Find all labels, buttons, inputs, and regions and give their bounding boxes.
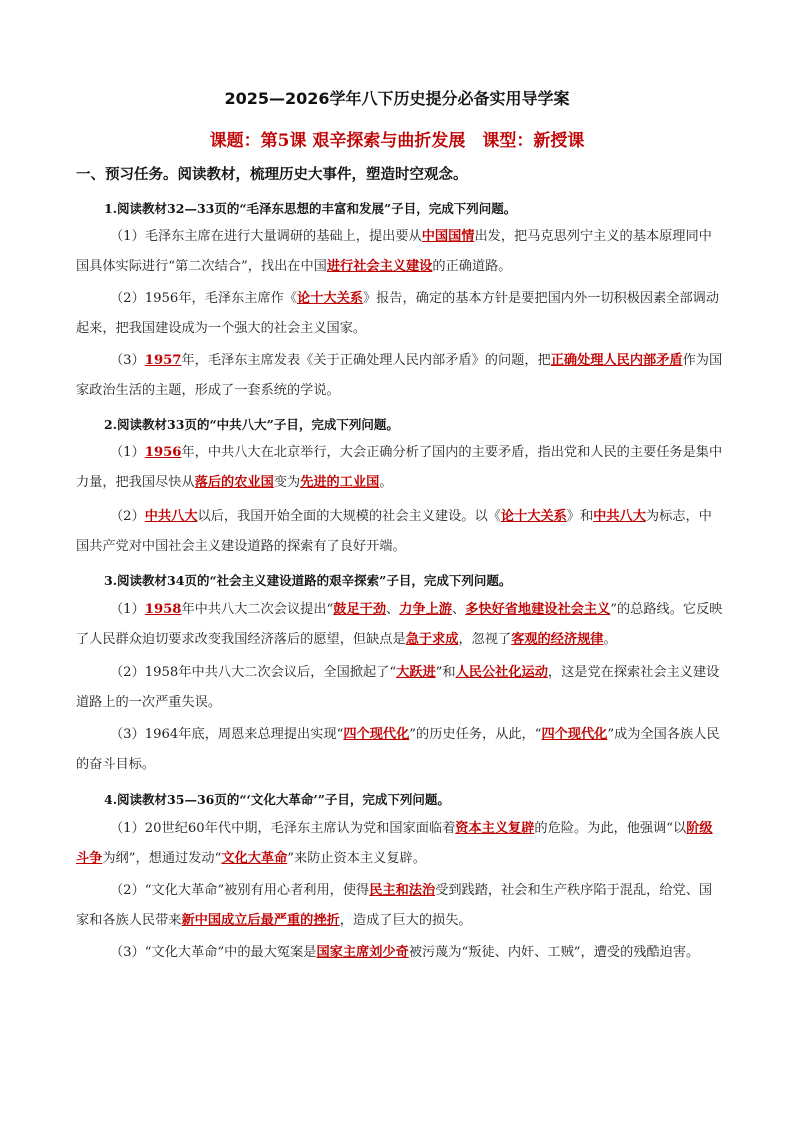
question-4-heading: 4.阅读教材35—36页的“‘文化大革命’”子目，完成下列问题。 xyxy=(104,792,450,807)
document-title: 2025—2026学年八下历史提分必备实用导学案 xyxy=(224,89,570,108)
answer: 大跃进 xyxy=(396,665,436,680)
question-1-item-2: （2）1956年，毛泽东主席作《论十大关系》报告，确定的基本方针是要把国内外一切积极因素全部调动起来，把我国建设成为一个强大的社会主义国家。 xyxy=(76,291,720,336)
answer: 1957 xyxy=(144,353,182,368)
answer: 1958 xyxy=(144,602,182,617)
answer: 新中国成立后最严重的挫折 xyxy=(181,913,340,928)
question-1-item-1: （1）毛泽东主席在进行大量调研的基础上，提出要从中国国情出发，把马克思列宁主义的基本原理同中国具体实际进行“第二次结合”，找出在中国进行社会主义建设的正确道路。 xyxy=(76,229,712,274)
answer: 多快好省地建设社会主义 xyxy=(465,602,611,617)
lesson-subtitle: 课题：第5课 艰辛探索与曲折发展 课型：新授课 xyxy=(209,131,585,151)
answer: 四个现代化 xyxy=(343,727,410,742)
question-2-item-2: （2）中共八大以后，我国开始全面的大规模的社会主义建设。以《论十大关系》和中共八大为标志，中国共产党对中国社会主义建设道路的探索有了良好开端。 xyxy=(76,509,712,554)
question-4-item-3: （3）“文化大革命”中的最大冤案是国家主席刘少奇被污蔑为“叛徒、内奸、工贼”，遭受的残酷迫害。 xyxy=(110,945,700,960)
answer: 1956 xyxy=(144,445,182,460)
answer: 四个现代化 xyxy=(541,727,608,742)
answer: 急于求成 xyxy=(405,632,459,647)
answer: 落后的农业国 xyxy=(194,475,274,490)
answer: 中共八大 xyxy=(593,509,646,524)
answer: 文化大革命 xyxy=(221,851,288,866)
question-4-item-2: （2）“文化大革命”被别有用心者利用，使得民主和法治受到践踏，社会和生产秩序陷于混乱，给党、国家和各族人民带来新中国成立后最严重的挫折，造成了巨大的损失。 xyxy=(76,883,713,928)
answer: 论十大关系 xyxy=(297,291,363,306)
answer: 正确处理人民内部矛盾 xyxy=(550,353,683,368)
answer: 论十大关系 xyxy=(500,509,567,524)
answer: 民主和法治 xyxy=(369,883,436,898)
question-3-heading: 3.阅读教材34页的“社会主义建设道路的艰辛探索”子目，完成下列问题。 xyxy=(104,573,512,588)
section-heading: 一、预习任务。阅读教材，梳理历史大事件，塑造时空观念。 xyxy=(76,167,468,183)
answer: 客观的经济规律 xyxy=(511,632,604,647)
answer: 先进的工业国 xyxy=(300,475,380,490)
answer: 阶级斗争 xyxy=(76,821,713,866)
question-3-item-2: （2）1958年中共八大二次会议后，全国掀起了“大跃进”和人民公社化运动，这是党在探索社会主义建设道路上的一次严重失误。 xyxy=(76,665,720,710)
question-3-item-3: （3）1964年底，周恩来总理提出实现“四个现代化”的历史任务，从此，“四个现代化”成为全国各族人民的奋斗目标。 xyxy=(76,727,720,772)
answer: 人民公社化运动 xyxy=(455,665,548,680)
answer: 中国国情 xyxy=(421,229,475,244)
question-3-item-1: （1）1958年中共八大二次会议提出“鼓足干劲、力争上游、多快好省地建设社会主义”的总路线。它反映了人民群众迫切要求改变我国经济落后的愿望，但缺点是急于求成，忽视了客观的经济规律。 xyxy=(76,602,723,647)
question-2-item-1: （1）1956年，中共八大在北京举行，大会正确分析了国内的主要矛盾，指出党和人民的主要任务是集中力量，把我国尽快从落后的农业国变为先进的工业国。 xyxy=(76,445,723,490)
answer: 国家主席刘少奇 xyxy=(316,945,409,960)
answer: 中共八大 xyxy=(144,509,198,524)
question-1-item-3: （3）1957年，毛泽东主席发表《关于正确处理人民内部矛盾》的问题，把正确处理人民内部矛盾作为国家政治生活的主题，形成了一套系统的学说。 xyxy=(76,353,723,398)
answer: 鼓足干劲 xyxy=(333,602,387,617)
question-4-item-1: （1）20世纪60年代中期，毛泽东主席认为党和国家面临着资本主义复辟的危险。为此，他强调“以阶级斗争为纲”，想通过发动“文化大革命”来防止资本主义复辟。 xyxy=(76,821,713,866)
question-1-heading: 1.阅读教材32—33页的“毛泽东思想的丰富和发展”子目，完成下列问题。 xyxy=(104,201,517,216)
answer: 资本主义复辟 xyxy=(455,821,535,836)
answer: 进行社会主义建设 xyxy=(326,259,433,274)
answer: 力争上游 xyxy=(399,602,452,617)
question-2-heading: 2.阅读教材33页的“中共八大”子目，完成下列问题。 xyxy=(104,417,399,432)
